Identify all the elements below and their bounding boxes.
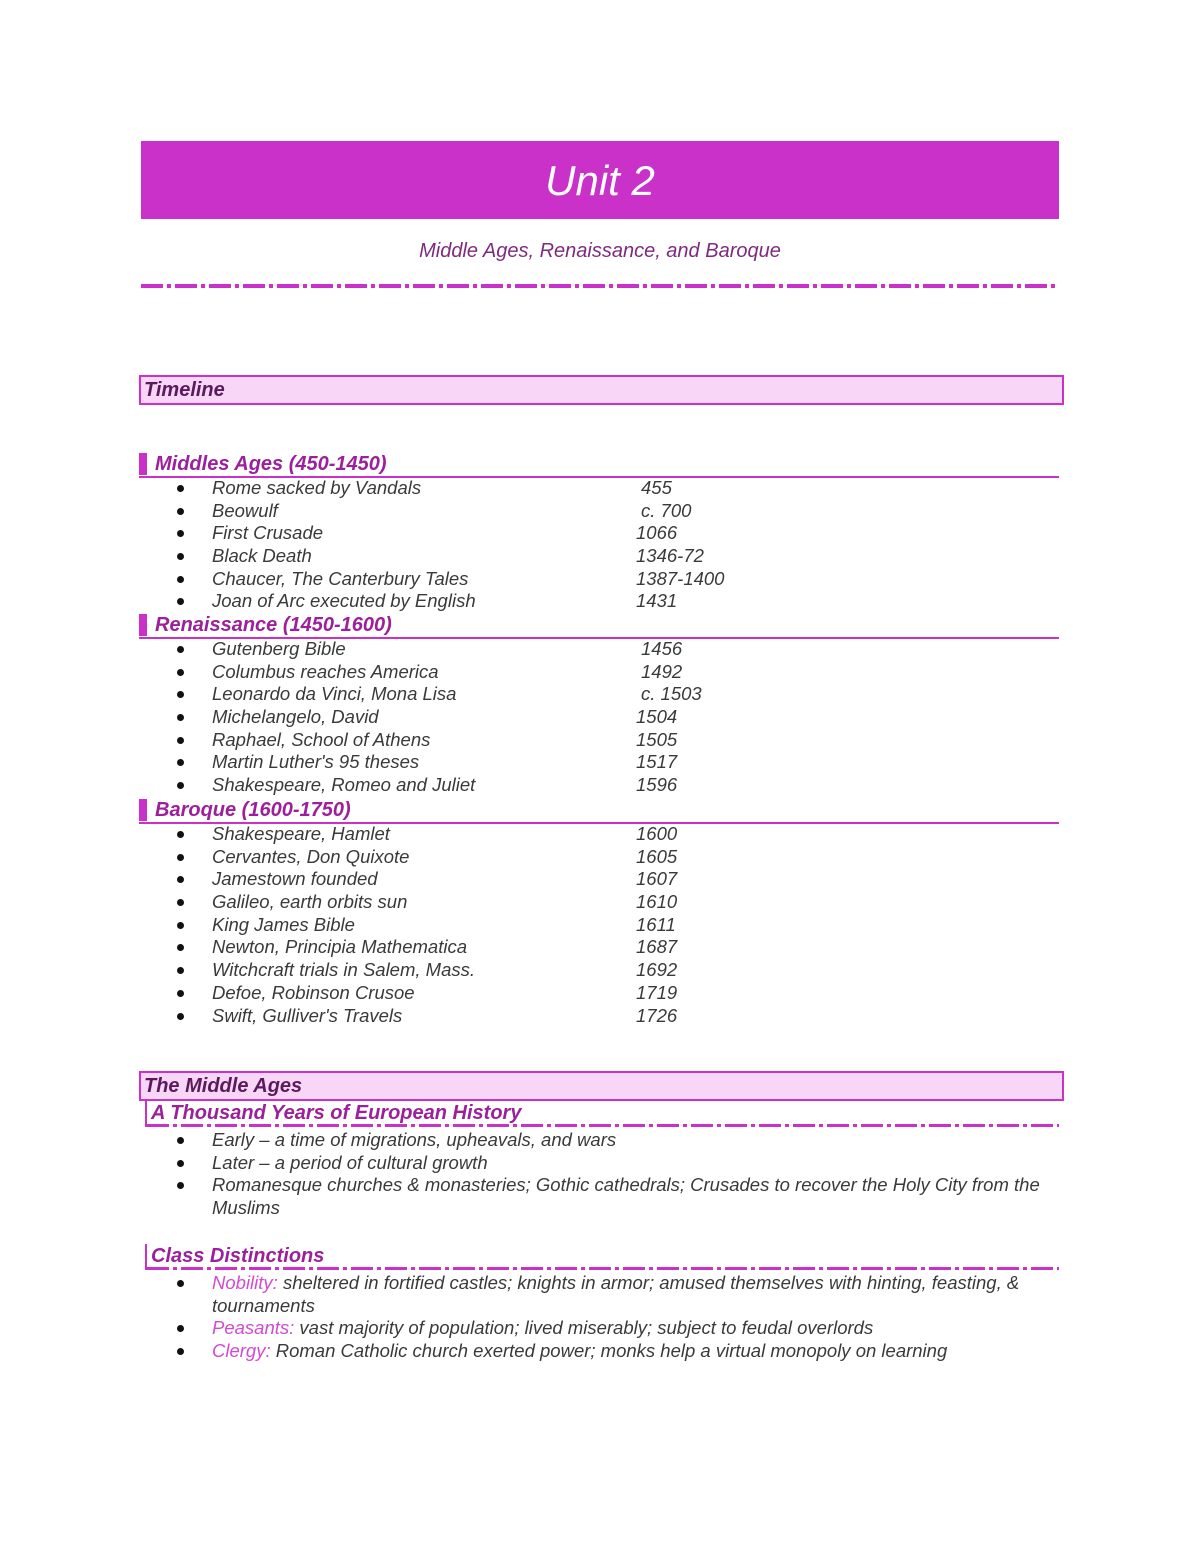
bullet-icon (177, 854, 184, 861)
year: 1687 (636, 936, 678, 958)
history-list (0, 1129, 1062, 1220)
class-description: sheltered in fortified castles; knights in armor; amused themselves with hinting, feasting, & tournaments (212, 1272, 1020, 1316)
list-item (0, 1272, 1062, 1317)
event: Joan of Arc executed by English (212, 590, 476, 612)
event: Beowulf (212, 499, 278, 521)
class-list (0, 1272, 1062, 1363)
list-item (0, 1317, 1062, 1340)
item-text (212, 1272, 1057, 1317)
bullet-icon (177, 831, 184, 838)
event: Shakespeare, Hamlet (212, 823, 390, 844)
event: Jamestown founded (212, 868, 378, 890)
item-text (212, 1340, 1062, 1363)
year: 1517 (636, 751, 678, 773)
bullet-icon (177, 598, 184, 605)
unit-subtitle: Middle Ages, Renaissance, and Baroque (419, 240, 781, 262)
event: Gutenberg Bible (212, 638, 346, 659)
list-item (0, 1340, 1062, 1363)
bullet-icon (177, 876, 184, 883)
event: Leonardo da Vinci, Mona Lisa (212, 683, 457, 705)
list-item (0, 1174, 1062, 1219)
event: Rome sacked by Vandals (212, 477, 422, 498)
bullet-icon (177, 485, 184, 492)
bullet-icon (177, 691, 184, 698)
event: Newton, Principia Mathematica (212, 936, 467, 958)
year: 1456 (641, 638, 683, 659)
event: Defoe, Robinson Crusoe (212, 981, 415, 1003)
section-heading-renaissance (139, 613, 1059, 639)
class-description: vast majority of population; lived miserably; subject to feudal overlords (294, 1317, 874, 1339)
event: Columbus reaches America (212, 660, 439, 682)
year: 1692 (636, 959, 678, 981)
year: 1610 (636, 891, 678, 913)
class-distinctions-subheading: Class Distinctions (145, 1244, 1059, 1270)
bullet-icon (177, 737, 184, 744)
bullet-icon (177, 1013, 184, 1020)
unit-title-banner (141, 141, 1059, 219)
bullet-icon (177, 553, 184, 560)
event: King James Bible (212, 913, 355, 935)
event: First Crusade (212, 522, 324, 544)
list-item (0, 1152, 1062, 1175)
bullet-icon (177, 530, 184, 537)
section-heading-baroque (139, 798, 1059, 824)
year: 455 (641, 477, 672, 498)
bullet-icon (177, 646, 184, 653)
bullet-icon (177, 508, 184, 515)
bullet-icon (177, 1160, 184, 1167)
year: 1726 (636, 1004, 678, 1026)
section-heading-text: Renaissance (1450-1600) (155, 614, 392, 636)
event: Galileo, earth orbits sun (212, 891, 408, 913)
bullet-icon (177, 669, 184, 676)
class-term: Nobility: (212, 1272, 278, 1293)
year: 1607 (636, 868, 678, 890)
year: 1387-1400 (636, 567, 725, 589)
item-text (212, 1317, 1062, 1340)
year: 1346-72 (636, 545, 704, 567)
event: Black Death (212, 545, 312, 567)
event: Cervantes, Don Quixote (212, 845, 410, 867)
year: 1600 (636, 823, 678, 844)
item-text: Romanesque churches & monasteries; Gothic cathedrals; Crusades to recover the Holy City from the Muslims (212, 1174, 1040, 1219)
bullet-icon (177, 782, 184, 789)
bullet-icon (177, 759, 184, 766)
class-description: Roman Catholic church exerted power; monks help a virtual monopoly on learning (270, 1340, 948, 1362)
year: 1611 (636, 913, 676, 935)
section-heading-middle-ages (139, 452, 1059, 478)
item-text: Later – a period of cultural growth (212, 1151, 488, 1173)
year: 1605 (636, 845, 678, 867)
year: 1596 (636, 774, 678, 796)
bullet-icon (177, 990, 184, 997)
bullet-icon (177, 1182, 184, 1189)
year: c. 1503 (641, 683, 702, 705)
middle-ages-heading: The Middle Ages (139, 1071, 1064, 1101)
section-marker (139, 453, 147, 475)
bullet-icon (177, 899, 184, 906)
bullet-icon (177, 1280, 184, 1287)
section-marker (139, 614, 147, 636)
list-item (0, 1129, 1062, 1152)
bullet-icon (177, 922, 184, 929)
history-subheading: A Thousand Years of European History (145, 1101, 1059, 1127)
class-term: Peasants: (212, 1317, 295, 1339)
section-marker (139, 799, 147, 821)
year: 1505 (636, 728, 678, 750)
year: 1492 (641, 660, 683, 682)
year: 1719 (636, 981, 678, 1003)
year: c. 700 (641, 499, 692, 521)
timeline-heading: Timeline (139, 375, 1064, 405)
bullet-icon (177, 967, 184, 974)
year: 1431 (636, 590, 678, 612)
year: 1066 (636, 522, 678, 544)
bullet-icon (177, 714, 184, 721)
item-text: Early – a time of migrations, upheavals, and wars (212, 1129, 617, 1150)
event: Raphael, School of Athens (212, 728, 431, 750)
class-term: Clergy: (212, 1340, 271, 1362)
bullet-icon (177, 944, 184, 951)
unit-title: Unit 2 (545, 157, 655, 204)
event: Chaucer, The Canterbury Tales (212, 567, 469, 589)
event: Shakespeare, Romeo and Juliet (212, 774, 476, 796)
event: Martin Luther's 95 theses (212, 751, 420, 773)
year: 1504 (636, 706, 678, 728)
title-divider (141, 284, 1059, 288)
event: Witchcraft trials in Salem, Mass. (212, 959, 476, 981)
section-heading-text: Baroque (1600-1750) (155, 799, 351, 821)
bullet-icon (177, 1137, 184, 1144)
event: Swift, Gulliver's Travels (212, 1004, 403, 1026)
bullet-icon (177, 1325, 184, 1332)
section-heading-text: Middles Ages (450-1450) (155, 453, 387, 475)
bullet-icon (177, 1348, 184, 1355)
bullet-icon (177, 576, 184, 583)
event: Michelangelo, David (212, 706, 379, 728)
